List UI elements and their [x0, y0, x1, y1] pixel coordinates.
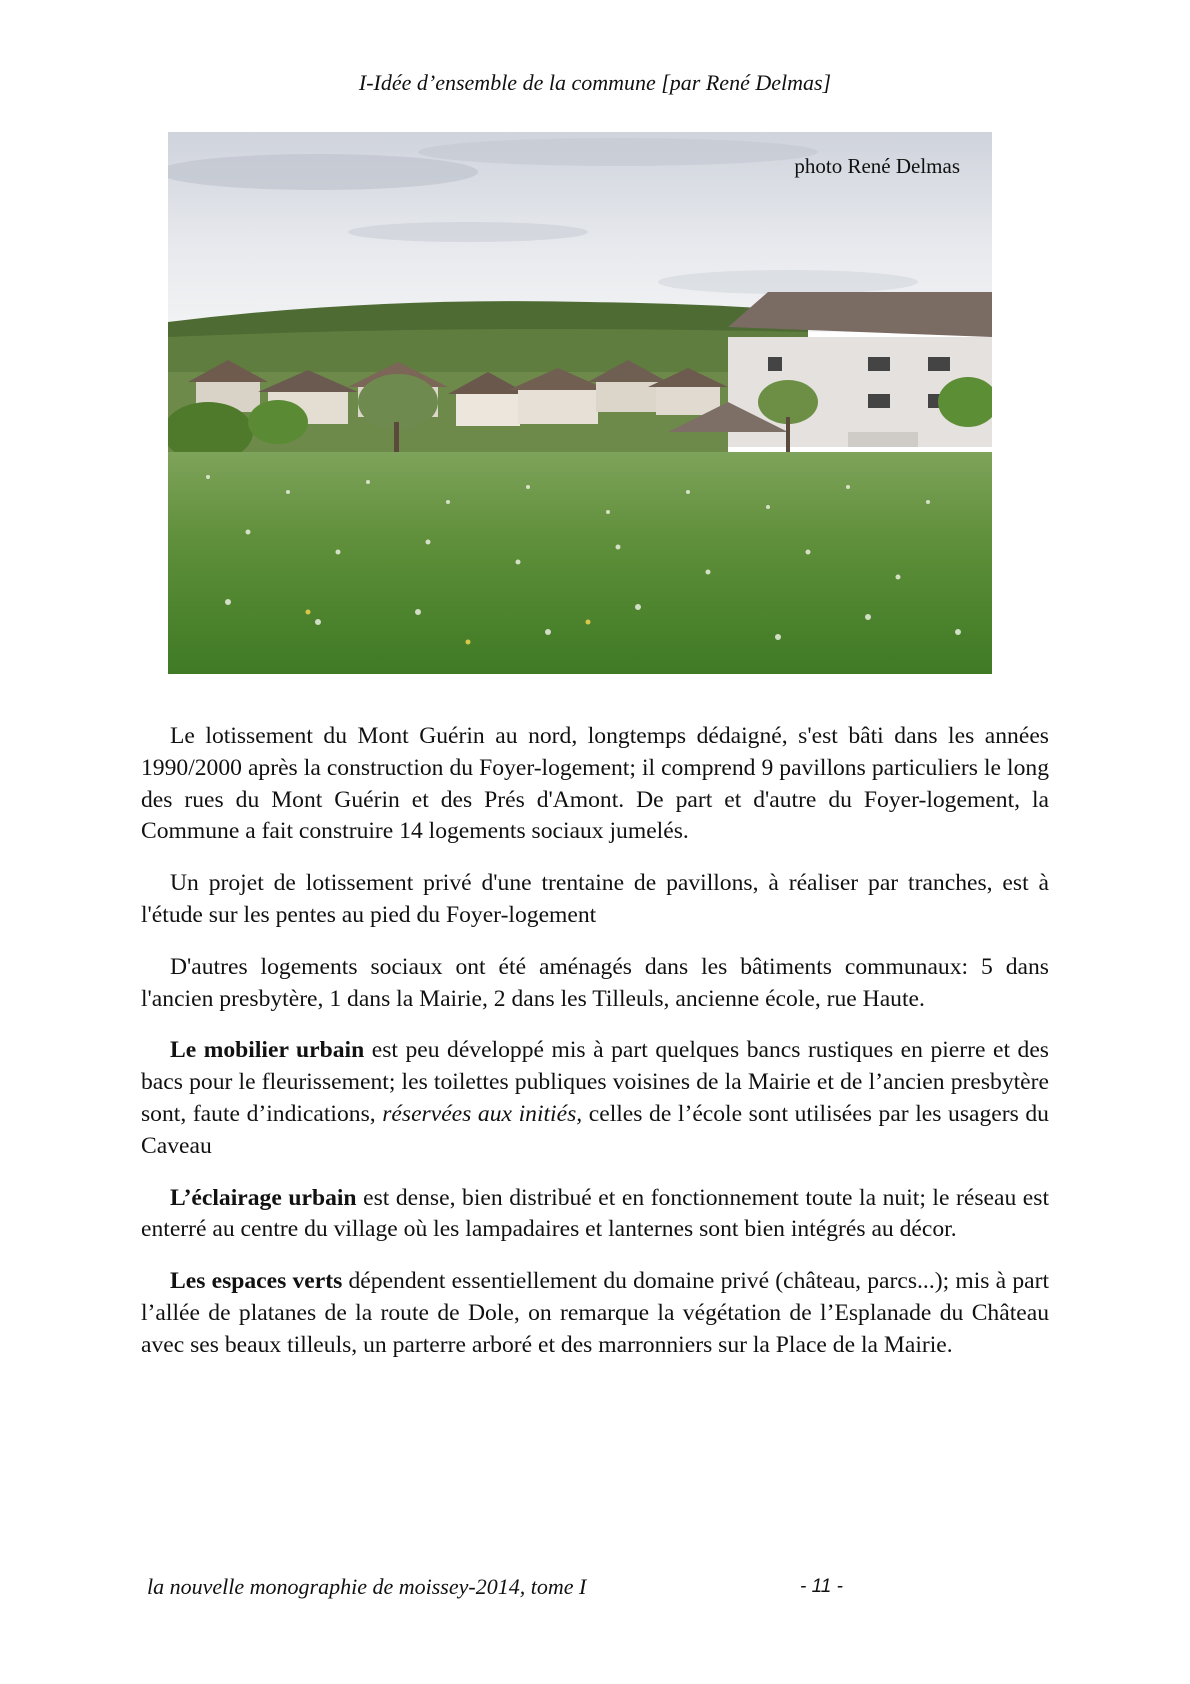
paragraph-projet [141, 868, 1049, 932]
paragraph-logements-sociaux [141, 952, 1049, 1016]
running-header: I-Idée d’ensemble de la commune [par René Delmas] [358, 70, 832, 95]
village-photo [168, 132, 992, 674]
paragraph-mobilier-urbain [141, 1035, 1049, 1162]
paragraph-lead: Le mobilier urbain [170, 1037, 365, 1064]
paragraph-espaces-verts [141, 1266, 1049, 1361]
paragraph-text: est dense, bien distribué et en fonctionnement toute la nuit; le réseau est enterré au centre du village où les lampadaires et lanternes sont bien intégrés au décor. [141, 1184, 1050, 1243]
paragraph-eclairage-urbain [141, 1183, 1049, 1247]
paragraph-text: Un projet de lotissement privé d'une trentaine de pavillons, à réaliser par tranches, est à l'étude sur les pentes au pied du Foyer-logement [141, 870, 1049, 928]
paragraph-text: D'autres logements sociaux ont été aménagés dans les bâtiments communaux: 5 dans l'ancien presbytère, 1 dans la Mairie, 2 dans les Tilleuls, ancienne école, rue Haute. [141, 953, 1049, 1012]
paragraph-lead: L’éclairage urbain [170, 1184, 357, 1211]
paragraph-text: celles de l’école sont utilisées par les usagers du Caveau [141, 1100, 1049, 1159]
paragraph-lotissement [141, 721, 1049, 848]
page-number: - 11 - [800, 1576, 843, 1597]
body-text [141, 721, 1049, 1382]
paragraph-text: est peu développé mis à part quelques bancs rustiques en pierre et des bacs pour le fleurissement; les toilettes publiques voisines de la Mairie et de l’ancien presbytère sont, faute d’indications, [141, 1037, 1049, 1127]
paragraph-italic: réservées aux initiés, [382, 1100, 583, 1127]
footer-publication: la nouvelle monographie de moissey-2014, tome I [147, 1574, 587, 1599]
paragraph-lead: Les espaces verts [170, 1268, 343, 1295]
photo-illustration [168, 132, 992, 674]
paragraph-text: Le lotissement du Mont Guérin au nord, longtemps dédaigné, s'est bâti dans les années 1990/2000 après la construction du Foyer-logement; il comprend 9 pavillons particuliers le long des rues du Mont Guérin et des Prés d'Amont. De part et d'autre du Foyer-logement, la Commune a fait construire 14 logements sociaux jumelés. [141, 723, 1049, 845]
photo-credit: photo René Delmas [794, 154, 960, 178]
paragraph-text: dépendent essentiellement du domaine privé (château, parcs...); mis à part l’allée de platanes de la route de Dole, on remarque la végétation de l’Esplanade du Château avec ses beaux tilleuls, un parterre arboré et des marronniers sur la Place de la Mairie. [141, 1268, 1050, 1358]
